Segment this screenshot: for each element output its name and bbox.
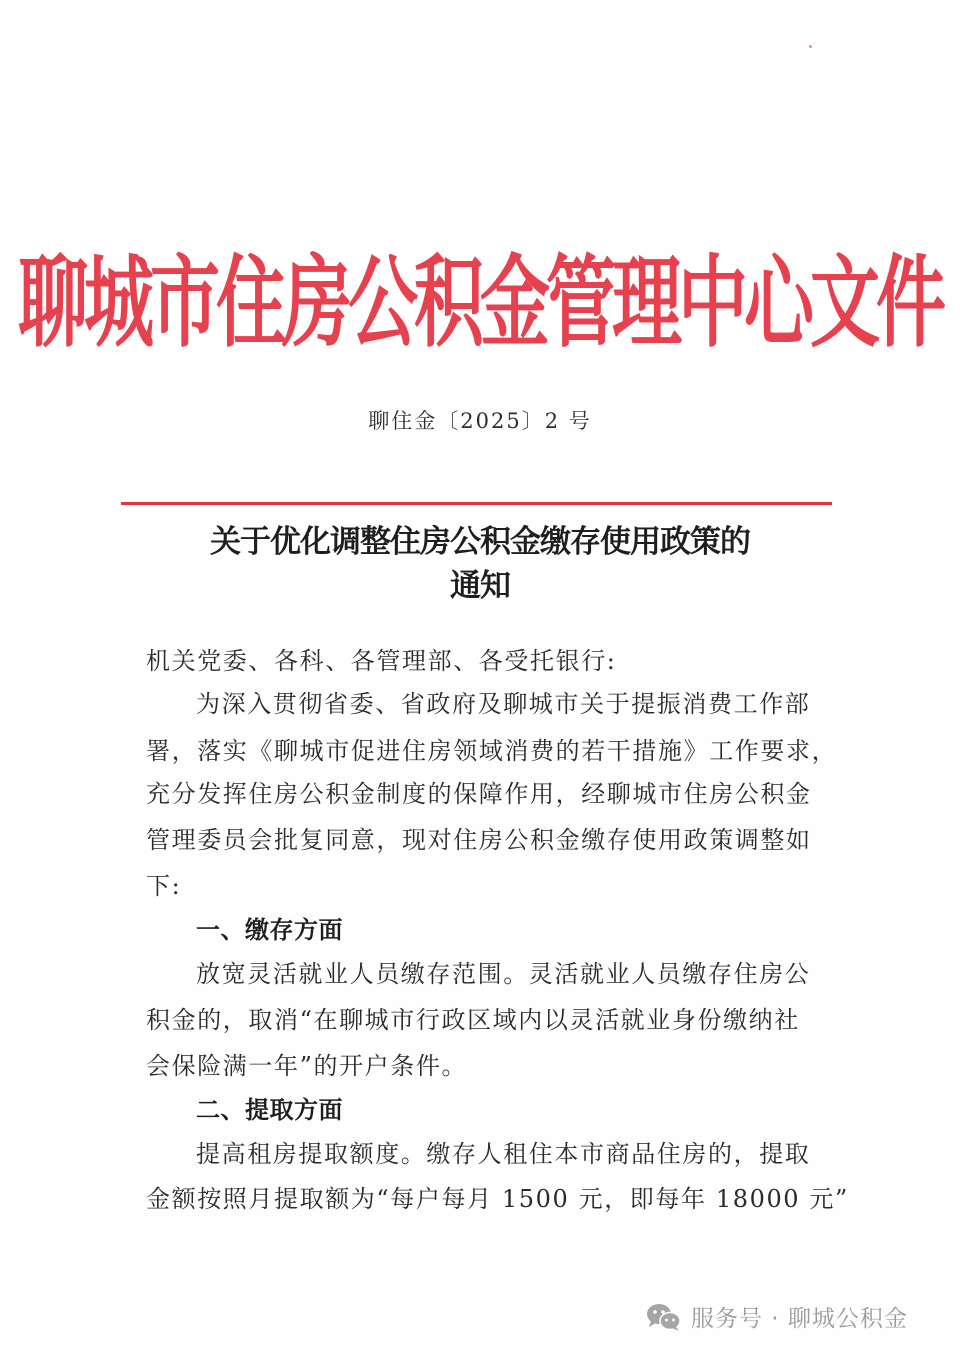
intro-line: 管理委员会批复同意，现对住房公积金缴存使用政策调整如: [146, 826, 812, 854]
section-paragraph-line: 放宽灵活就业人员缴存范围。灵活就业人员缴存住房公: [196, 960, 811, 988]
section-paragraph-line: 积金的，取消“在聊城市行政区域内以灵活就业身份缴纳社: [146, 1006, 800, 1034]
intro-line: 下:: [146, 872, 182, 900]
watermark-text: 服务号 · 聊城公积金: [691, 1306, 908, 1332]
document-masthead: 聊城市住房公积金管理中心文件: [18, 244, 942, 362]
red-divider-line: [121, 502, 832, 505]
wechat-icon: [645, 1302, 683, 1332]
section-heading-withdrawal: 二、提取方面: [196, 1096, 343, 1124]
intro-line: 充分发挥住房公积金制度的保障作用，经聊城市住房公积金: [146, 780, 812, 808]
section-paragraph-line: 提高租房提取额度。缴存人租住本市商品住房的，提取: [196, 1140, 811, 1168]
intro-line: 为深入贯彻省委、省政府及聊城市关于提振消费工作部: [196, 690, 811, 718]
scan-speck: [809, 45, 812, 48]
document-number: 聊住金〔2025〕2 号: [368, 409, 592, 433]
recipients-line: 机关党委、各科、各管理部、各受托银行:: [146, 647, 617, 675]
intro-line: 署，落实《聊城市促进住房领域消费的若干措施》工作要求，: [146, 737, 838, 765]
document-title-line-2: 通知: [450, 568, 510, 604]
section-paragraph-line: 金额按照月提取额为“每户每月 1500 元，即每年 18000 元”: [146, 1185, 849, 1213]
section-paragraph-line: 会保险满一年”的开户条件。: [146, 1052, 468, 1080]
wechat-account-watermark: [645, 1300, 908, 1333]
section-heading-deposit: 一、缴存方面: [196, 916, 343, 944]
document-title-line-1: 关于优化调整住房公积金缴存使用政策的: [210, 524, 750, 560]
